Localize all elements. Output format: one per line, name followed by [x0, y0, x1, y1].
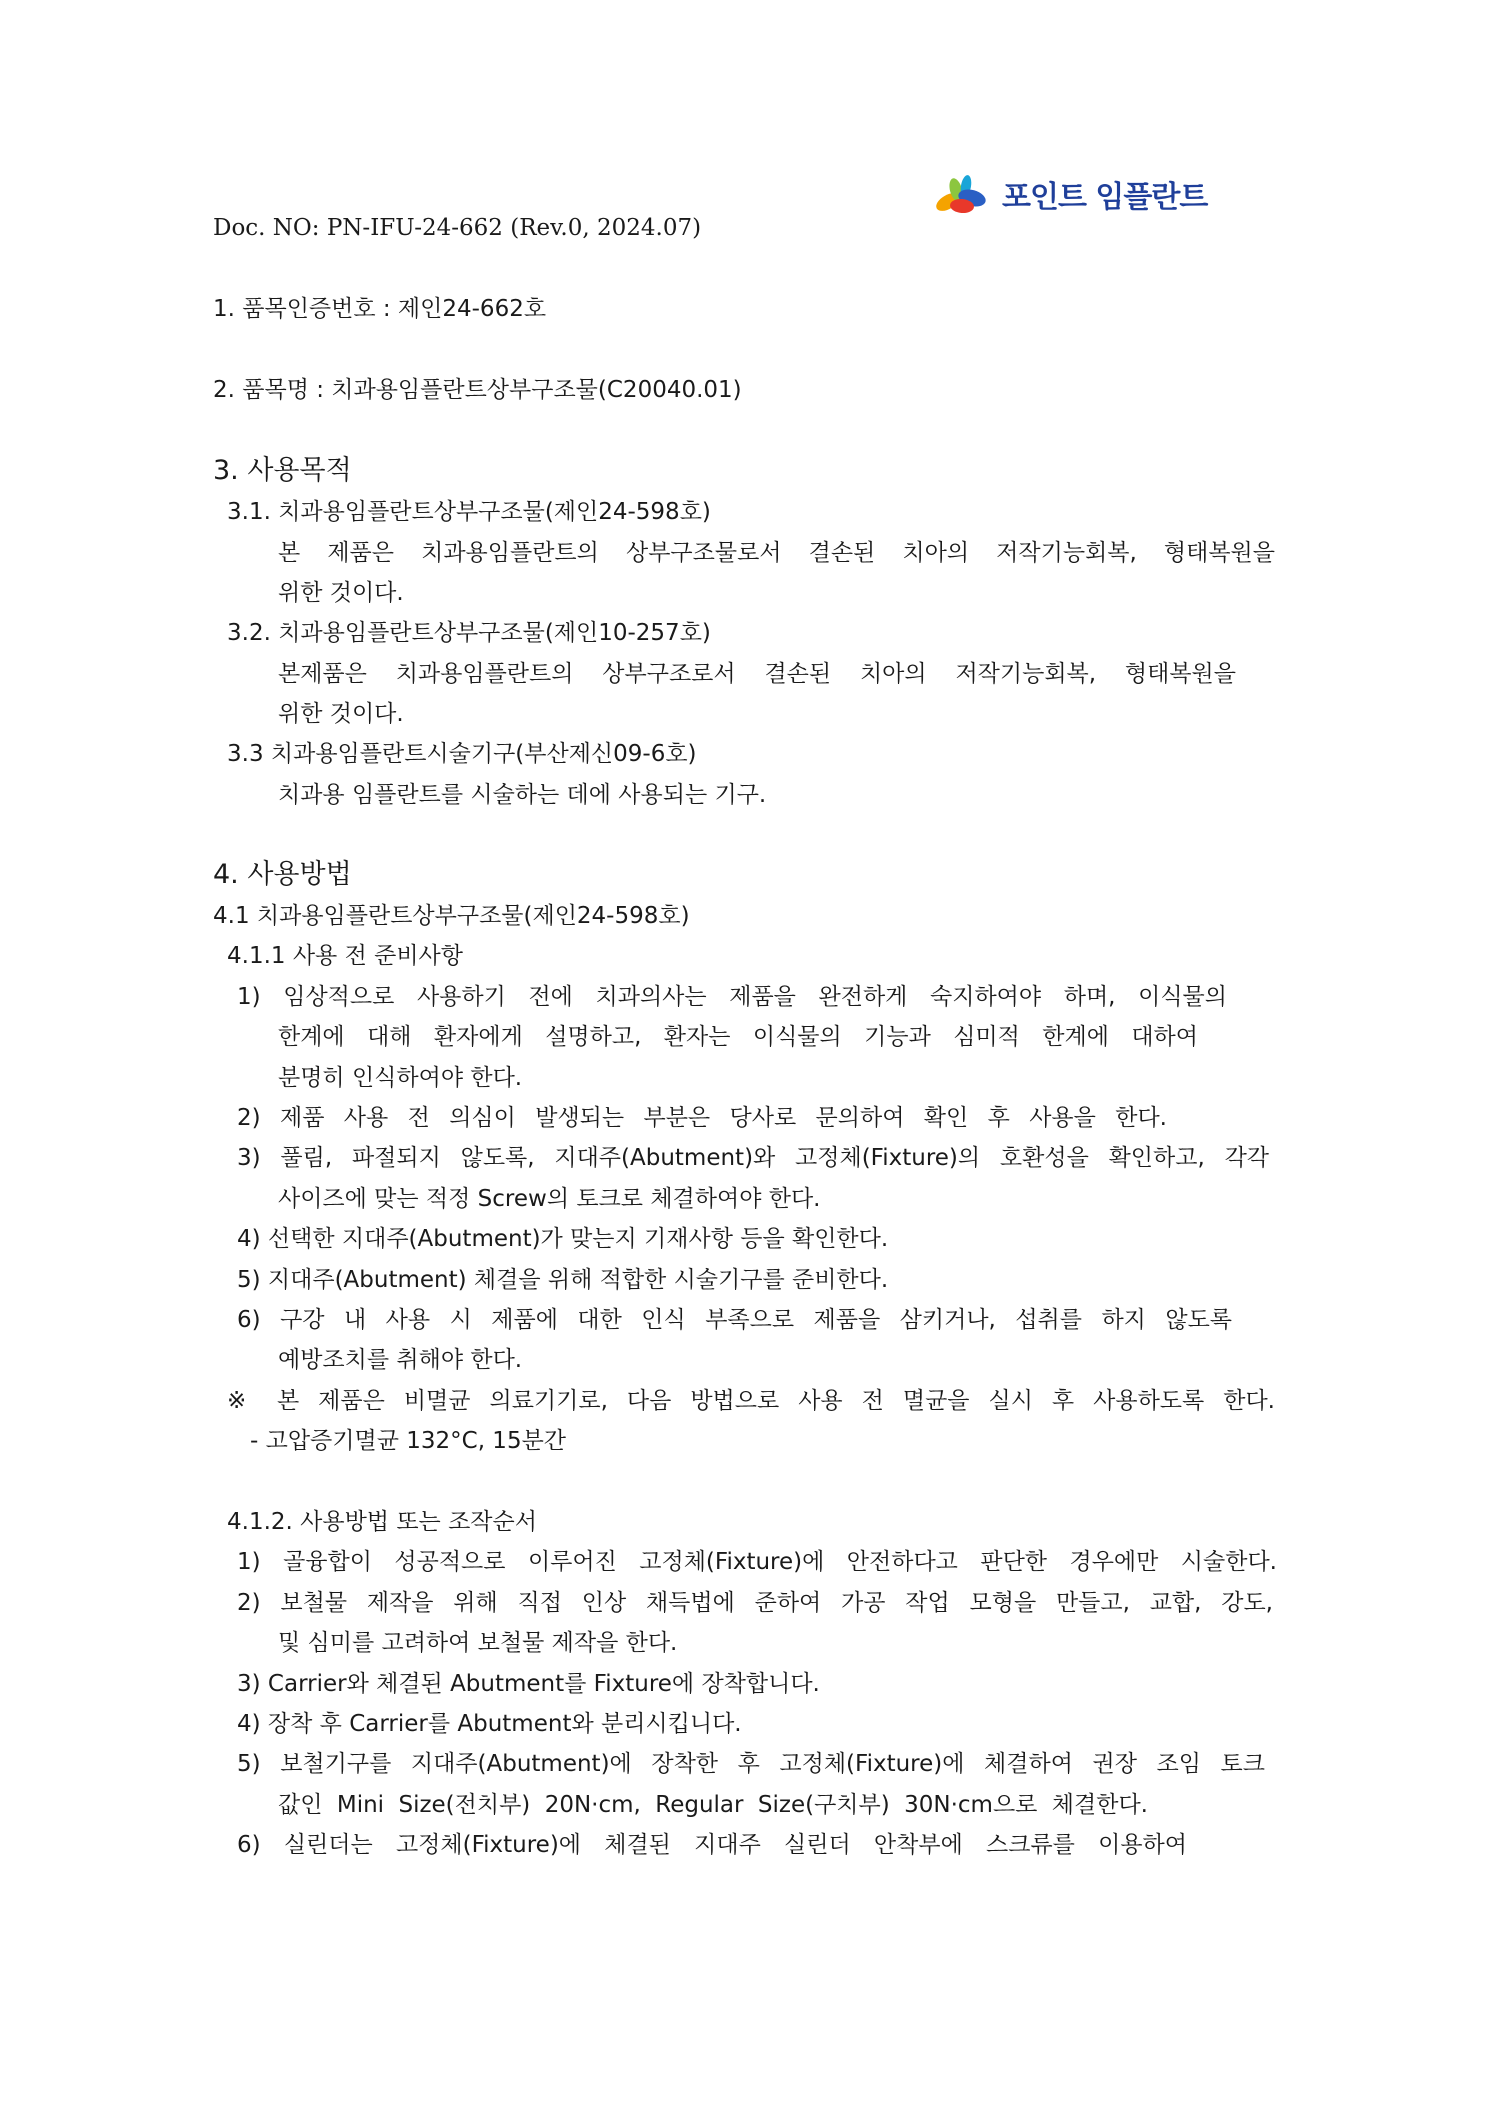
document-number: Doc. NO: PN-IFU-24-662 (Rev.0, 2024.07): [213, 215, 702, 241]
procedure-step-6: 6) 실린더는 고정체(Fixture)에 체결된 지대주 실린더 안착부에 스크류를 이용하여: [237, 1832, 1187, 1858]
usage-4-1-heading: 4.1 치과용임플란트상부구조물(제인24-598호): [213, 903, 690, 929]
prep-step-5: 5) 지대주(Abutment) 체결을 위해 적합한 시술기구를 준비한다.: [237, 1267, 889, 1293]
prep-step-3-cont: 사이즈에 맞는 적정 Screw의 토크로 체결하여야 한다.: [278, 1186, 821, 1212]
procedure-step-2-cont: 및 심미를 고려하여 보철물 제작을 한다.: [278, 1630, 678, 1656]
procedure-step-1: 1) 골융합이 성공적으로 이루어진 고정체(Fixture)에 안전하다고 판단한 경우에만 시술한다.: [237, 1549, 1277, 1575]
purpose-3-2-heading: 3.2. 치과용임플란트상부구조물(제인10-257호): [227, 620, 711, 646]
prep-step-6-cont: 예방조치를 취해야 한다.: [278, 1347, 523, 1373]
prep-step-2: 2) 제품 사용 전 의심이 발생되는 부분은 당사로 문의하여 확인 후 사용을 한다.: [237, 1105, 1167, 1131]
prep-step-4: 4) 선택한 지대주(Abutment)가 맞는지 기재사항 등을 확인한다.: [237, 1226, 889, 1252]
section-purpose-heading: 3. 사용목적: [213, 455, 352, 486]
company-logo: [930, 170, 1207, 218]
purpose-3-1-heading: 3.1. 치과용임플란트상부구조물(제인24-598호): [227, 499, 711, 525]
purpose-3-3-text: 치과용 임플란트를 시술하는 데에 사용되는 기구.: [278, 782, 767, 808]
procedure-step-2: 2) 보철물 제작을 위해 직접 인상 채득법에 준하여 가공 작업 모형을 만들고, 교합, 강도,: [237, 1590, 1273, 1616]
prep-step-1: 1) 임상적으로 사용하기 전에 치과의사는 제품을 완전하게 숙지하여야 하며, 이식물의: [237, 984, 1227, 1010]
prep-step-6: 6) 구강 내 사용 시 제품에 대한 인식 부족으로 제품을 삼키거나, 섭취를 하지 않도록: [237, 1307, 1232, 1333]
sterilization-note: ※ 본 제품은 비멸균 의료기기로, 다음 방법으로 사용 전 멸균을 실시 후 사용하도록 한다.: [227, 1388, 1275, 1414]
flower-logo-icon: [930, 172, 994, 216]
usage-4-1-2-heading: 4.1.2. 사용방법 또는 조작순서: [227, 1509, 537, 1535]
item-product-name: 2. 품목명 : 치과용임플란트상부구조물(C20040.01): [213, 377, 742, 403]
logo-text: 포인트 임플란트: [1002, 180, 1208, 215]
prep-step-1-cont: 한계에 대해 환자에게 설명하고, 환자는 이식물의 기능과 심미적 한계에 대하여: [278, 1024, 1198, 1050]
prep-step-1-cont2: 분명히 인식하여야 한다.: [278, 1065, 523, 1091]
sterilization-note-detail: - 고압증기멸균 132°C, 15분간: [250, 1428, 567, 1454]
purpose-3-1-text-cont: 위한 것이다.: [278, 580, 404, 606]
procedure-step-5-cont: 값인 Mini Size(전치부) 20N·cm, Regular Size(구치부) 30N·cm으로 체결한다.: [278, 1792, 1148, 1818]
item-certification-number: 1. 품목인증번호 : 제인24-662호: [213, 296, 547, 322]
purpose-3-1-text: 본 제품은 치과용임플란트의 상부구조물로서 결손된 치아의 저작기능회복, 형태복원을: [278, 540, 1275, 566]
section-usage-heading: 4. 사용방법: [213, 859, 352, 890]
procedure-step-3: 3) Carrier와 체결된 Abutment를 Fixture에 장착합니다.: [237, 1671, 820, 1697]
purpose-3-2-text: 본제품은 치과용임플란트의 상부구조로서 결손된 치아의 저작기능회복, 형태복원을: [278, 661, 1236, 687]
procedure-step-5: 5) 보철기구를 지대주(Abutment)에 장착한 후 고정체(Fixture)에 체결하여 권장 조임 토크: [237, 1751, 1265, 1777]
prep-step-3: 3) 풀림, 파절되지 않도록, 지대주(Abutment)와 고정체(Fixture)의 호환성을 확인하고, 각각: [237, 1145, 1269, 1171]
usage-4-1-1-heading: 4.1.1 사용 전 준비사항: [227, 943, 463, 969]
procedure-step-4: 4) 장착 후 Carrier를 Abutment와 분리시킵니다.: [237, 1711, 742, 1737]
purpose-3-2-text-cont: 위한 것이다.: [278, 701, 404, 727]
purpose-3-3-heading: 3.3 치과용임플란트시술기구(부산제신09-6호): [227, 741, 697, 767]
